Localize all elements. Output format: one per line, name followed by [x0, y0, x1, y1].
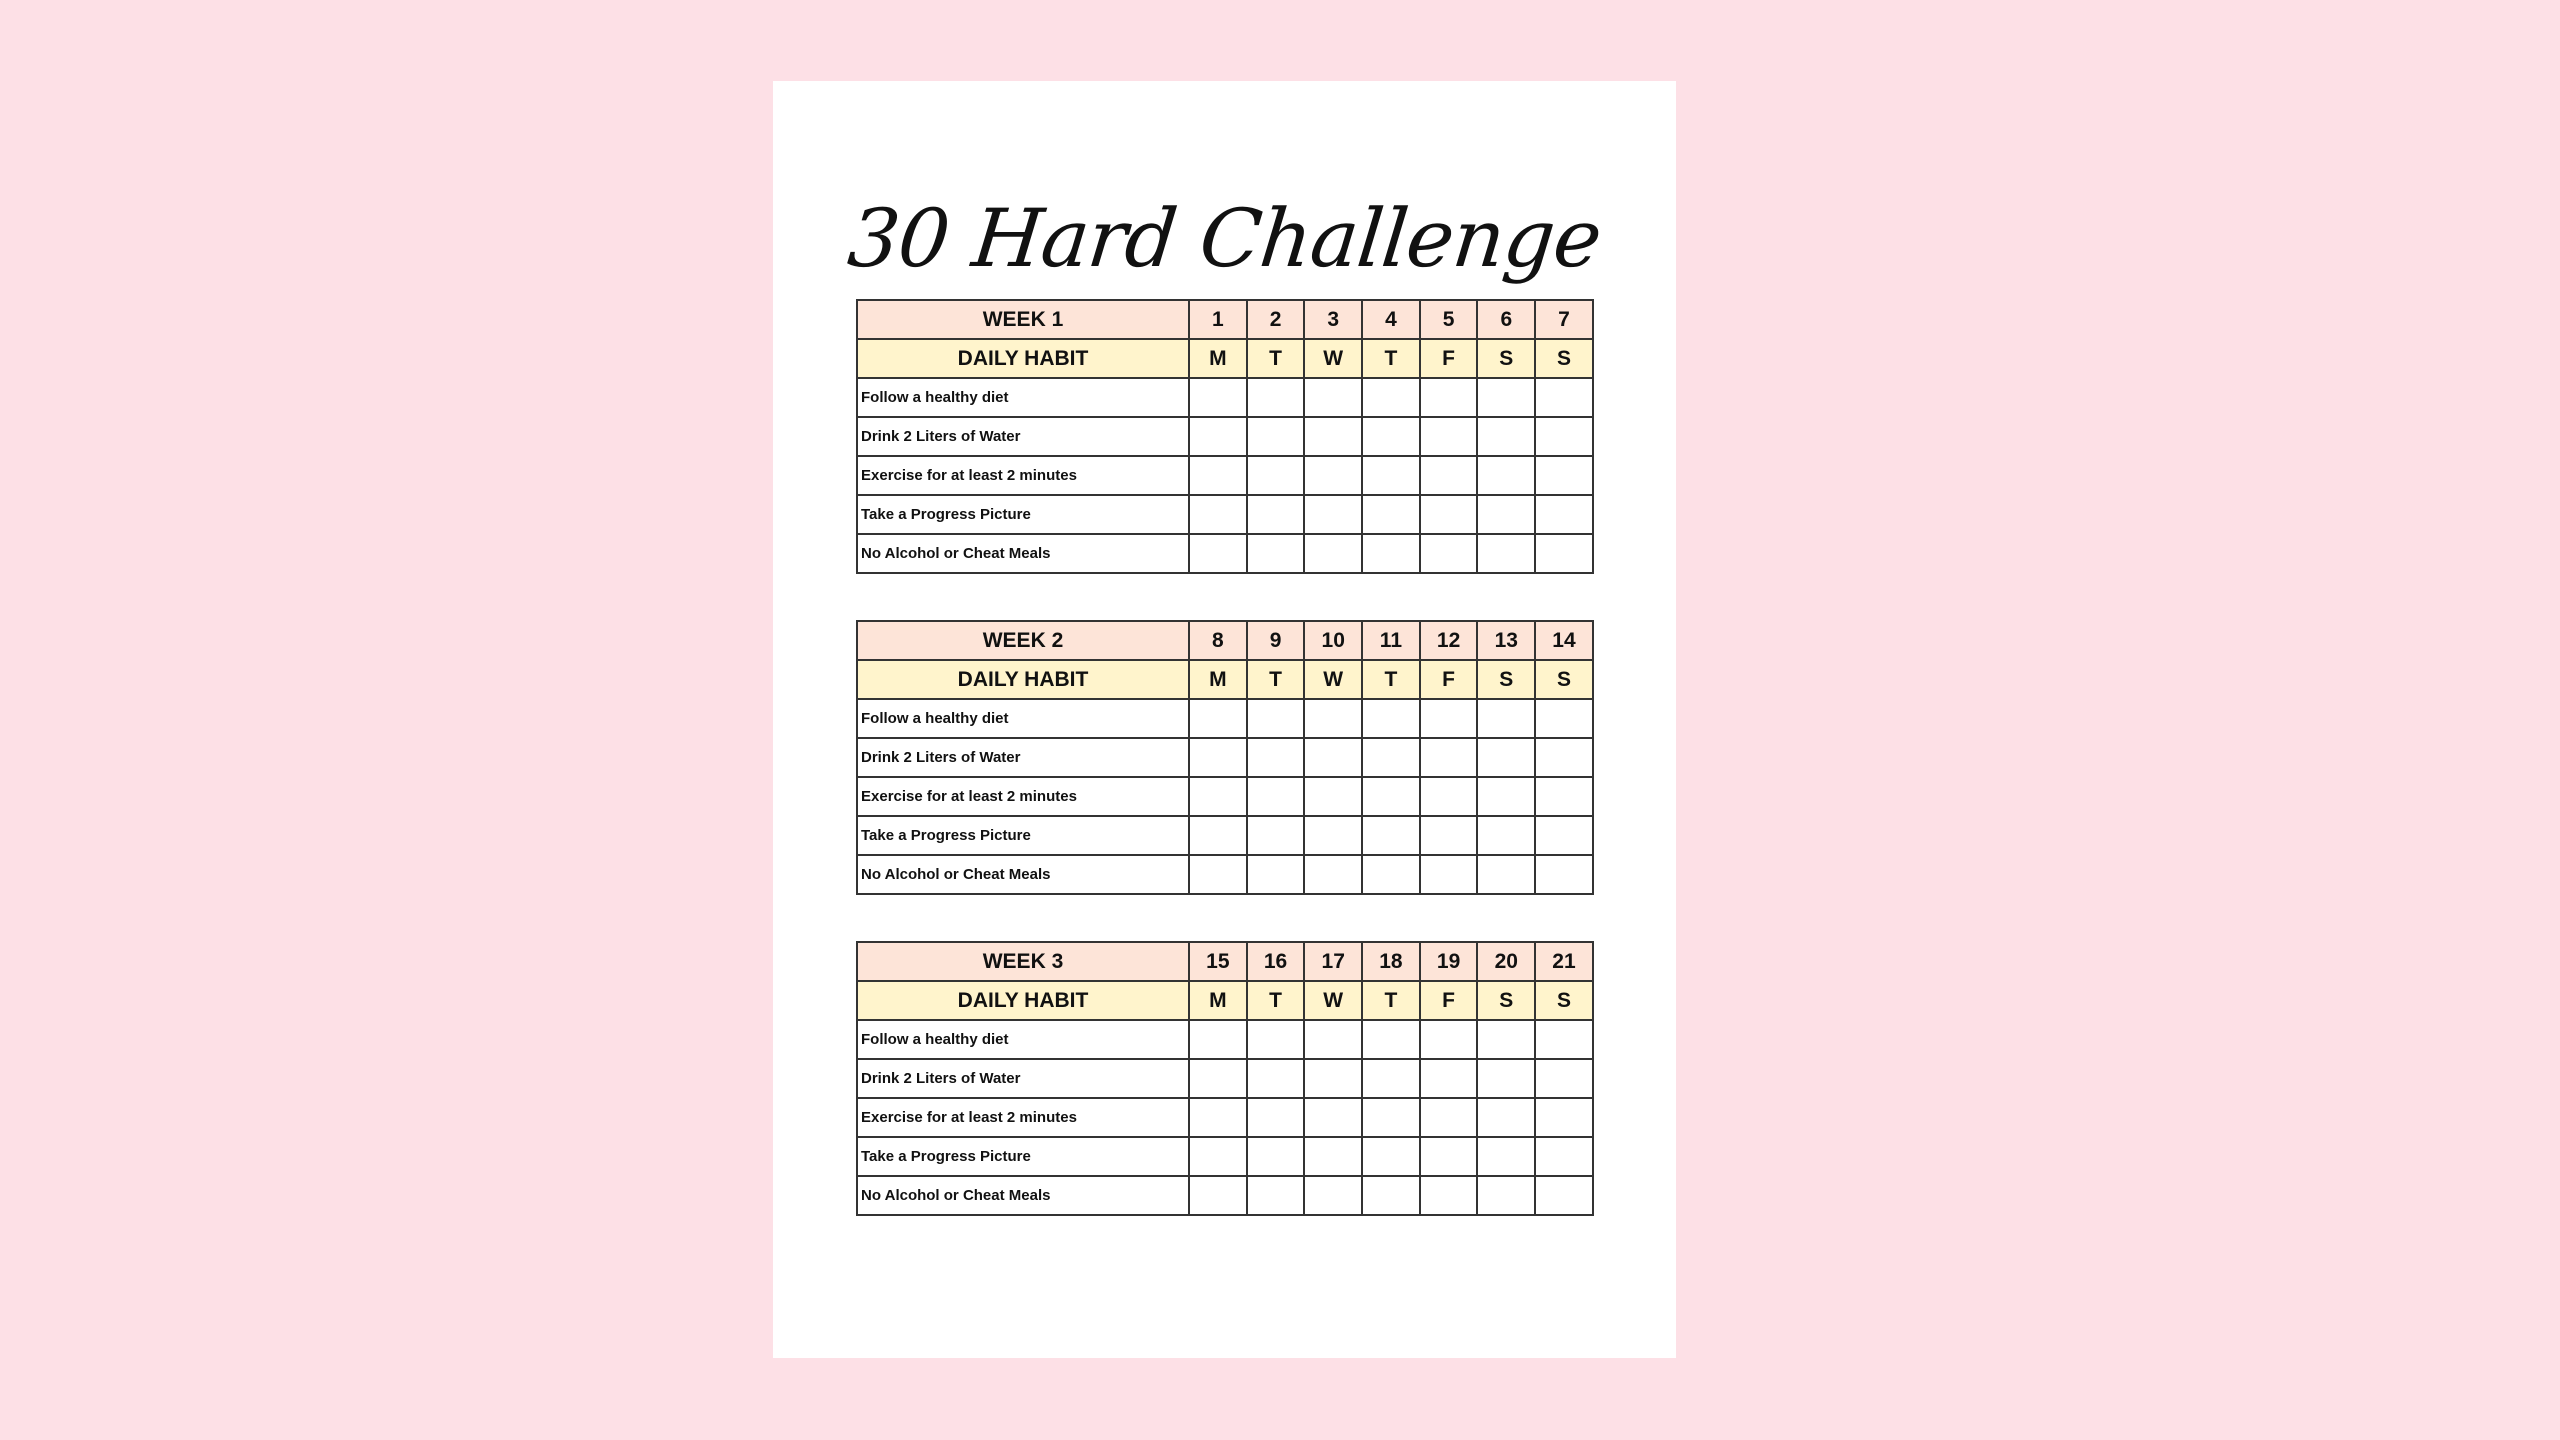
- habit-label: Take a Progress Picture: [857, 495, 1189, 534]
- habit-row: [857, 816, 1593, 855]
- check-cell[interactable]: [1477, 378, 1535, 417]
- check-cell[interactable]: [1304, 534, 1362, 573]
- check-cell[interactable]: [1247, 1137, 1305, 1176]
- check-cell[interactable]: [1362, 1137, 1420, 1176]
- check-cell[interactable]: [1535, 378, 1593, 417]
- day-number: 12: [1420, 621, 1478, 660]
- habit-row: [857, 738, 1593, 777]
- habit-label: Exercise for at least 2 minutes: [857, 456, 1189, 495]
- day-number: 2: [1247, 300, 1305, 339]
- check-cell[interactable]: [1247, 777, 1305, 816]
- check-cell[interactable]: [1247, 855, 1305, 894]
- weekday-label: S: [1477, 660, 1535, 699]
- check-cell[interactable]: [1247, 417, 1305, 456]
- daily-habit-header: DAILY HABIT: [857, 981, 1189, 1020]
- day-number: 13: [1477, 621, 1535, 660]
- check-cell[interactable]: [1420, 1098, 1478, 1137]
- weekday-header-row: [857, 339, 1593, 378]
- check-cell[interactable]: [1304, 855, 1362, 894]
- check-cell[interactable]: [1304, 1059, 1362, 1098]
- check-cell[interactable]: [1304, 1020, 1362, 1059]
- check-cell[interactable]: [1535, 738, 1593, 777]
- check-cell[interactable]: [1362, 1020, 1420, 1059]
- check-cell[interactable]: [1420, 417, 1478, 456]
- week-2-table: [856, 620, 1594, 895]
- check-cell[interactable]: [1247, 1176, 1305, 1215]
- check-cell[interactable]: [1189, 1176, 1247, 1215]
- check-cell[interactable]: [1477, 738, 1535, 777]
- check-cell[interactable]: [1362, 738, 1420, 777]
- check-cell[interactable]: [1477, 495, 1535, 534]
- check-cell[interactable]: [1189, 855, 1247, 894]
- habit-row: [857, 1059, 1593, 1098]
- weekday-label: T: [1362, 981, 1420, 1020]
- check-cell[interactable]: [1420, 378, 1478, 417]
- weekday-label: W: [1304, 981, 1362, 1020]
- check-cell[interactable]: [1189, 1137, 1247, 1176]
- day-number: 18: [1362, 942, 1420, 981]
- weekday-label: F: [1420, 660, 1478, 699]
- check-cell[interactable]: [1420, 777, 1478, 816]
- check-cell[interactable]: [1477, 1176, 1535, 1215]
- habit-label: Follow a healthy diet: [857, 378, 1189, 417]
- day-number: 10: [1304, 621, 1362, 660]
- check-cell[interactable]: [1247, 1098, 1305, 1137]
- check-cell[interactable]: [1535, 777, 1593, 816]
- check-cell[interactable]: [1189, 456, 1247, 495]
- check-cell[interactable]: [1477, 816, 1535, 855]
- check-cell[interactable]: [1477, 1020, 1535, 1059]
- check-cell[interactable]: [1535, 816, 1593, 855]
- habit-label: Follow a healthy diet: [857, 699, 1189, 738]
- habit-label: Take a Progress Picture: [857, 1137, 1189, 1176]
- check-cell[interactable]: [1362, 1059, 1420, 1098]
- check-cell[interactable]: [1189, 417, 1247, 456]
- check-cell[interactable]: [1362, 855, 1420, 894]
- check-cell[interactable]: [1477, 456, 1535, 495]
- check-cell[interactable]: [1362, 456, 1420, 495]
- check-cell[interactable]: [1304, 417, 1362, 456]
- check-cell[interactable]: [1535, 1059, 1593, 1098]
- habit-row: [857, 1176, 1593, 1215]
- habit-label: No Alcohol or Cheat Meals: [857, 1176, 1189, 1215]
- daily-habit-header: DAILY HABIT: [857, 660, 1189, 699]
- habit-row: [857, 495, 1593, 534]
- weekday-label: T: [1362, 339, 1420, 378]
- habit-tracker-sheet: [773, 81, 1676, 1358]
- weekday-label: W: [1304, 660, 1362, 699]
- weekday-label: T: [1362, 660, 1420, 699]
- weekday-label: F: [1420, 339, 1478, 378]
- check-cell[interactable]: [1535, 1020, 1593, 1059]
- weekday-label: S: [1477, 339, 1535, 378]
- check-cell[interactable]: [1304, 738, 1362, 777]
- check-cell[interactable]: [1477, 1059, 1535, 1098]
- check-cell[interactable]: [1477, 534, 1535, 573]
- check-cell[interactable]: [1420, 456, 1478, 495]
- check-cell[interactable]: [1304, 378, 1362, 417]
- day-number: 3: [1304, 300, 1362, 339]
- check-cell[interactable]: [1189, 816, 1247, 855]
- week-header-row: [857, 621, 1593, 660]
- check-cell[interactable]: [1535, 417, 1593, 456]
- day-number: 17: [1304, 942, 1362, 981]
- check-cell[interactable]: [1420, 495, 1478, 534]
- week-1-table: [856, 299, 1594, 574]
- check-cell[interactable]: [1304, 699, 1362, 738]
- weekday-label: T: [1247, 339, 1305, 378]
- check-cell[interactable]: [1362, 534, 1420, 573]
- week-header-row: [857, 300, 1593, 339]
- check-cell[interactable]: [1304, 456, 1362, 495]
- habit-row: [857, 1020, 1593, 1059]
- check-cell[interactable]: [1535, 699, 1593, 738]
- check-cell[interactable]: [1304, 495, 1362, 534]
- day-number: 8: [1189, 621, 1247, 660]
- habit-row: [857, 1137, 1593, 1176]
- habit-label: Drink 2 Liters of Water: [857, 1059, 1189, 1098]
- day-number: 19: [1420, 942, 1478, 981]
- check-cell[interactable]: [1189, 378, 1247, 417]
- day-number: 5: [1420, 300, 1478, 339]
- check-cell[interactable]: [1362, 495, 1420, 534]
- check-cell[interactable]: [1362, 378, 1420, 417]
- check-cell[interactable]: [1247, 1059, 1305, 1098]
- check-cell[interactable]: [1304, 1098, 1362, 1137]
- check-cell[interactable]: [1535, 855, 1593, 894]
- habit-row: [857, 855, 1593, 894]
- check-cell[interactable]: [1189, 1059, 1247, 1098]
- habit-label: Drink 2 Liters of Water: [857, 738, 1189, 777]
- check-cell[interactable]: [1247, 456, 1305, 495]
- check-cell[interactable]: [1189, 1020, 1247, 1059]
- habit-row: [857, 1098, 1593, 1137]
- check-cell[interactable]: [1304, 777, 1362, 816]
- check-cell[interactable]: [1420, 816, 1478, 855]
- check-cell[interactable]: [1420, 855, 1478, 894]
- check-cell[interactable]: [1189, 534, 1247, 573]
- habit-row: [857, 456, 1593, 495]
- daily-habit-header: DAILY HABIT: [857, 339, 1189, 378]
- day-number: 11: [1362, 621, 1420, 660]
- weekday-label: M: [1189, 339, 1247, 378]
- check-cell[interactable]: [1420, 1137, 1478, 1176]
- day-number: 15: [1189, 942, 1247, 981]
- day-number: 4: [1362, 300, 1420, 339]
- check-cell[interactable]: [1535, 495, 1593, 534]
- check-cell[interactable]: [1247, 378, 1305, 417]
- check-cell[interactable]: [1247, 534, 1305, 573]
- check-cell[interactable]: [1362, 816, 1420, 855]
- day-number: 1: [1189, 300, 1247, 339]
- day-number: 6: [1477, 300, 1535, 339]
- check-cell[interactable]: [1477, 1098, 1535, 1137]
- check-cell[interactable]: [1247, 1020, 1305, 1059]
- check-cell[interactable]: [1247, 495, 1305, 534]
- weekday-header-row: [857, 981, 1593, 1020]
- habit-row: [857, 777, 1593, 816]
- weekday-label: M: [1189, 981, 1247, 1020]
- habit-label: Exercise for at least 2 minutes: [857, 1098, 1189, 1137]
- habit-label: Exercise for at least 2 minutes: [857, 777, 1189, 816]
- day-number: 14: [1535, 621, 1593, 660]
- check-cell[interactable]: [1535, 1137, 1593, 1176]
- habit-label: No Alcohol or Cheat Meals: [857, 855, 1189, 894]
- check-cell[interactable]: [1420, 1020, 1478, 1059]
- check-cell[interactable]: [1247, 699, 1305, 738]
- day-number: 9: [1247, 621, 1305, 660]
- check-cell[interactable]: [1362, 417, 1420, 456]
- weekday-label: T: [1247, 660, 1305, 699]
- habit-label: Take a Progress Picture: [857, 816, 1189, 855]
- check-cell[interactable]: [1420, 738, 1478, 777]
- check-cell[interactable]: [1247, 816, 1305, 855]
- week-label: WEEK 1: [857, 300, 1189, 339]
- check-cell[interactable]: [1362, 699, 1420, 738]
- check-cell[interactable]: [1304, 1137, 1362, 1176]
- day-number: 16: [1247, 942, 1305, 981]
- day-number: 20: [1477, 942, 1535, 981]
- check-cell[interactable]: [1304, 816, 1362, 855]
- check-cell[interactable]: [1477, 699, 1535, 738]
- day-number: 7: [1535, 300, 1593, 339]
- check-cell[interactable]: [1535, 534, 1593, 573]
- check-cell[interactable]: [1362, 1176, 1420, 1215]
- check-cell[interactable]: [1420, 699, 1478, 738]
- check-cell[interactable]: [1304, 1176, 1362, 1215]
- check-cell[interactable]: [1189, 1098, 1247, 1137]
- check-cell[interactable]: [1477, 1137, 1535, 1176]
- check-cell[interactable]: [1189, 699, 1247, 738]
- week-header-row: [857, 942, 1593, 981]
- habit-label: Follow a healthy diet: [857, 1020, 1189, 1059]
- page-title: 30 Hard Challenge: [843, 192, 1606, 285]
- check-cell[interactable]: [1189, 738, 1247, 777]
- check-cell[interactable]: [1535, 1176, 1593, 1215]
- weekday-label: M: [1189, 660, 1247, 699]
- weekday-label: F: [1420, 981, 1478, 1020]
- weekday-label: W: [1304, 339, 1362, 378]
- check-cell[interactable]: [1535, 456, 1593, 495]
- habit-label: No Alcohol or Cheat Meals: [857, 534, 1189, 573]
- check-cell[interactable]: [1535, 1098, 1593, 1137]
- check-cell[interactable]: [1477, 855, 1535, 894]
- day-number: 21: [1535, 942, 1593, 981]
- weekday-label: S: [1477, 981, 1535, 1020]
- check-cell[interactable]: [1420, 1059, 1478, 1098]
- habit-row: [857, 699, 1593, 738]
- check-cell[interactable]: [1362, 1098, 1420, 1137]
- check-cell[interactable]: [1362, 777, 1420, 816]
- week-label: WEEK 3: [857, 942, 1189, 981]
- check-cell[interactable]: [1420, 534, 1478, 573]
- weekday-label: S: [1535, 981, 1593, 1020]
- habit-label: Drink 2 Liters of Water: [857, 417, 1189, 456]
- check-cell[interactable]: [1189, 495, 1247, 534]
- check-cell[interactable]: [1477, 777, 1535, 816]
- habit-row: [857, 534, 1593, 573]
- check-cell[interactable]: [1247, 738, 1305, 777]
- weekday-header-row: [857, 660, 1593, 699]
- weekday-label: S: [1535, 660, 1593, 699]
- week-label: WEEK 2: [857, 621, 1189, 660]
- check-cell[interactable]: [1477, 417, 1535, 456]
- weekday-label: S: [1535, 339, 1593, 378]
- habit-row: [857, 417, 1593, 456]
- check-cell[interactable]: [1420, 1176, 1478, 1215]
- check-cell[interactable]: [1189, 777, 1247, 816]
- weekday-label: T: [1247, 981, 1305, 1020]
- habit-row: [857, 378, 1593, 417]
- week-3-table: [856, 941, 1594, 1216]
